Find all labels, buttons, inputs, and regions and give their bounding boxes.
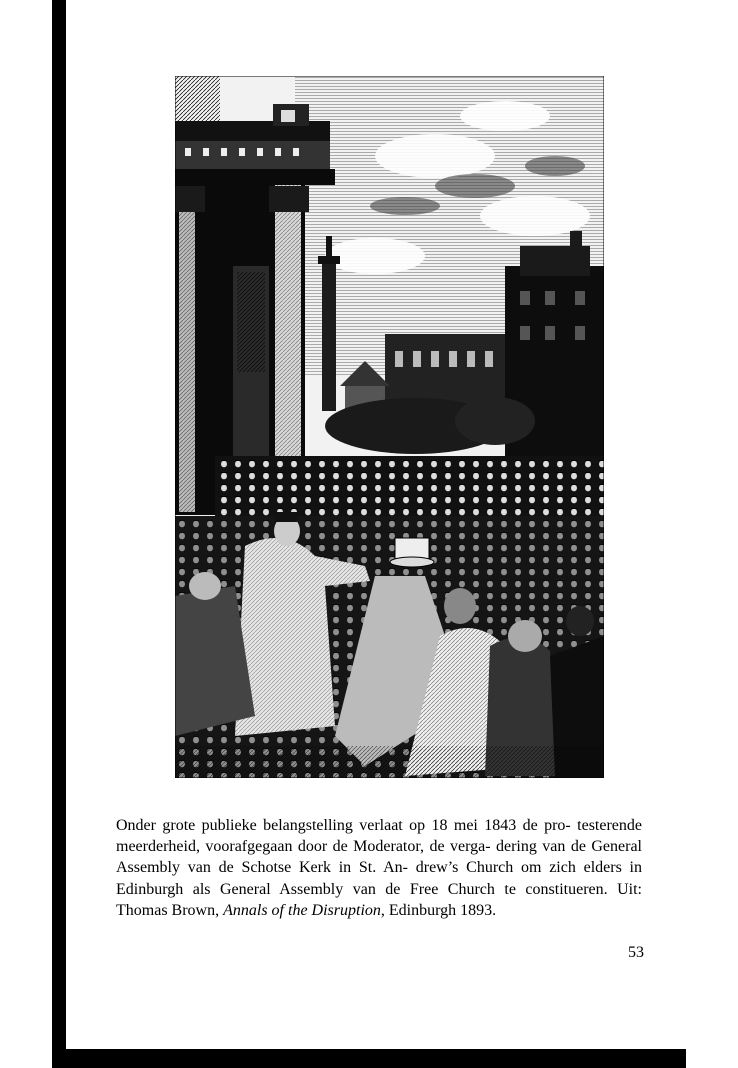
caption-text-end: , Edinburgh 1893. bbox=[380, 901, 497, 919]
page-number: 53 bbox=[628, 944, 644, 961]
left-page-edge-bar bbox=[52, 0, 66, 1068]
caption-text-main: Onder grote publieke belangstelling verlaat op 18 mei 1843 de pro- testerende meerderheid, voorafgegaan door de Moderator, de verga- dering van de General Assembly van de Schotse Kerk in St. An- drew’s Church om zich elders in Edinburgh als General Assembly van de Free Church te constitueren. Uit: Thomas Brown, bbox=[116, 817, 642, 919]
caption-book-title: Annals of the Disruption bbox=[223, 901, 381, 919]
engraving-illustration bbox=[175, 76, 604, 778]
figure-caption bbox=[116, 815, 642, 921]
bottom-page-edge-bar bbox=[52, 1049, 686, 1068]
